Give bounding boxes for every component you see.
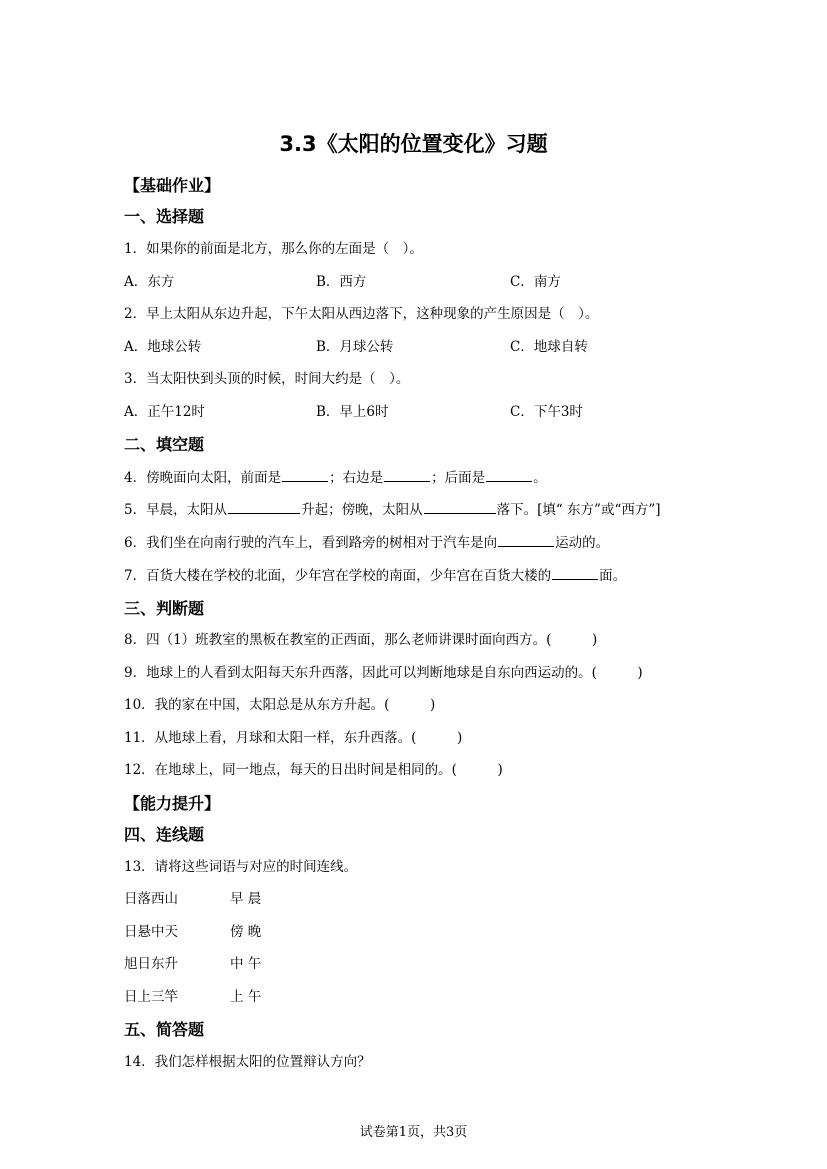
question-3: 3．当太阳快到头顶的时候，时间大约是（ ）。 — [124, 371, 410, 387]
match-left-item[interactable]: 日上三竿 — [124, 989, 178, 1005]
question-2: 2．早上太阳从东边升起，下午太阳从西边落下，这种现象的产生原因是（ ）。 — [124, 306, 599, 322]
match-right-item[interactable]: 傍 晚 — [230, 924, 262, 940]
match-right-item[interactable]: 早 晨 — [230, 891, 262, 907]
q1-option-b: B．西方 — [316, 274, 367, 290]
q3-option-b: B．早上6时 — [316, 404, 389, 420]
answer-blank[interactable] — [282, 469, 328, 482]
q2-option-b: B．月球公转 — [316, 339, 394, 355]
answer-blank[interactable] — [424, 501, 496, 514]
section-fill-heading: 二、填空题 — [124, 435, 205, 454]
page-title: 3.3《太阳的位置变化》习题 — [279, 132, 548, 156]
match-left-item[interactable]: 日悬中天 — [124, 924, 178, 940]
match-left-item[interactable]: 日落西山 — [124, 891, 178, 907]
question-5: 5．早晨，太阳从 升起；傍晚，太阳从 落下。[填“ 东方”或“西方”] — [124, 502, 661, 518]
q2-option-a: A．地球公转 — [124, 339, 202, 355]
question-7: 7．百货大楼在学校的北面，少年宫在学校的南面，少年宫在百货大楼的 面。 — [124, 568, 627, 584]
question-14: 14．我们怎样根据太阳的位置辩认方向？ — [124, 1054, 371, 1070]
match-left-item[interactable]: 旭日东升 — [124, 956, 178, 972]
question-9: 9．地球上的人看到太阳每天东升西落，因此可以判断地球是自东向西运动的。( ) — [124, 665, 643, 681]
question-6: 6．我们坐在向南行驶的汽车上，看到路旁的树相对于汽车是向 运动的。 — [124, 535, 610, 551]
answer-blank[interactable] — [552, 567, 598, 580]
page-footer: 试卷第1页，共3页 — [359, 1125, 468, 1140]
match-right-item[interactable]: 中 午 — [230, 956, 262, 972]
answer-blank[interactable] — [498, 534, 554, 547]
answer-blank[interactable] — [228, 501, 300, 514]
question-8: 8．四（1）班教室的黑板在教室的正西面，那么老师讲课时面向西方。( ) — [124, 632, 598, 648]
section-short-answer-heading: 五、简答题 — [124, 1020, 205, 1039]
answer-blank[interactable] — [486, 469, 532, 482]
match-right-item[interactable]: 上 午 — [230, 989, 262, 1005]
answer-blank[interactable] — [384, 469, 430, 482]
q1-option-c: C．南方 — [510, 274, 561, 290]
q2-option-c: C．地球自转 — [510, 339, 588, 355]
section-choice-heading: 一、选择题 — [124, 207, 205, 226]
question-10: 10．我的家在中国，太阳总是从东方升起。( ) — [124, 697, 436, 713]
question-4: 4．傍晚面向太阳，前面是 ；右边是 ；后面是 。 — [124, 470, 547, 486]
q1-option-a: A．东方 — [124, 274, 175, 290]
question-1: 1．如果你的前面是北方，那么你的左面是（ ）。 — [124, 241, 423, 257]
section-judge-heading: 三、判断题 — [124, 599, 205, 618]
q3-option-a: A．正午12时 — [124, 404, 205, 420]
q3-option-c: C．下午3时 — [510, 404, 583, 420]
advanced-label: 【能力提升】 — [124, 794, 221, 813]
question-11: 11．从地球上看，月球和太阳一样，东升西落。( ) — [124, 730, 463, 746]
basic-homework-label: 【基础作业】 — [124, 176, 221, 195]
section-match-heading: 四、连线题 — [124, 825, 205, 844]
question-12: 12．在地球上，同一地点，每天的日出时间是相同的。( ) — [124, 762, 503, 778]
question-13: 13．请将这些词语与对应的时间连线。 — [124, 859, 358, 875]
